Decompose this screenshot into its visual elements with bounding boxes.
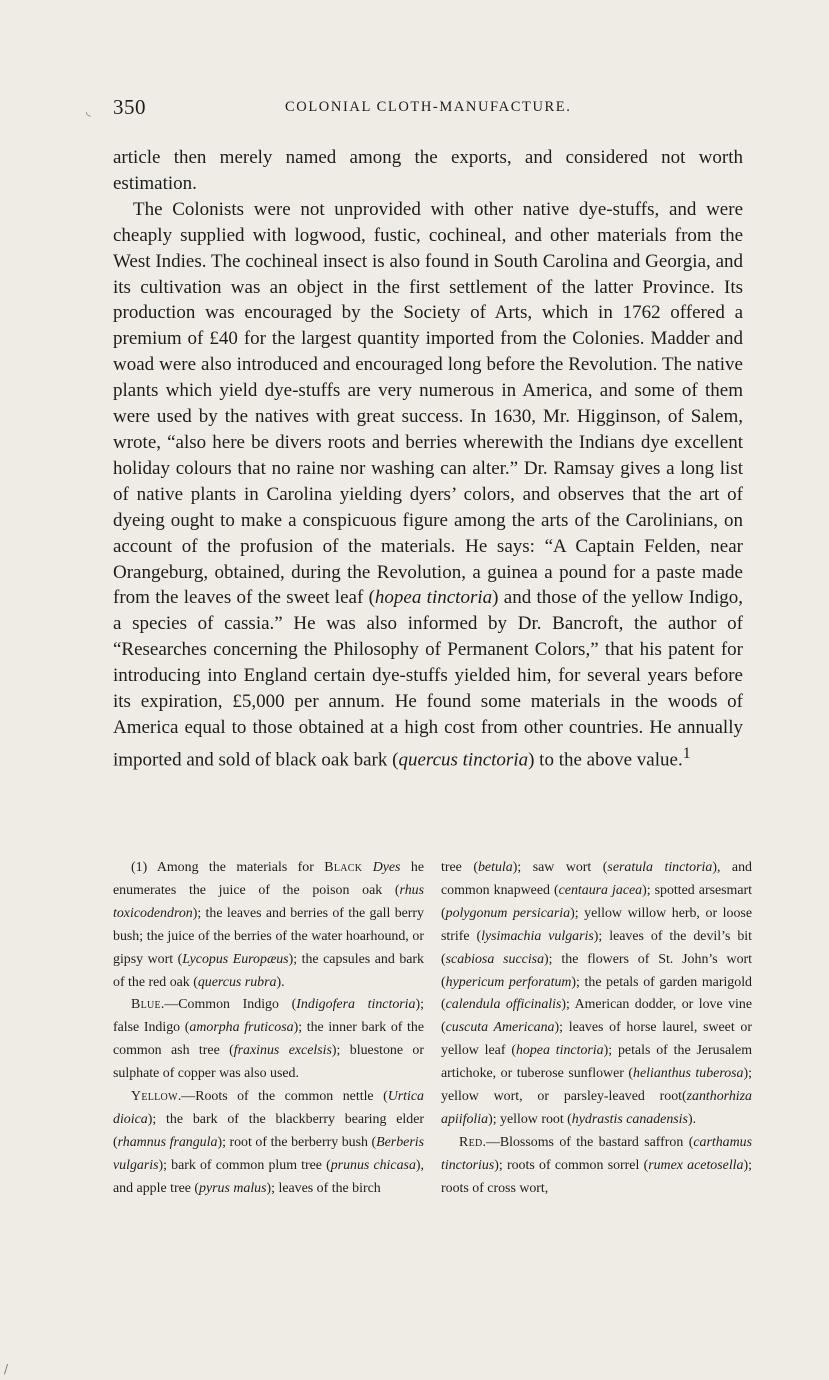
italic-term: calendula officinalis [445, 997, 562, 1013]
italic-term: Berberis vulgaris [113, 1134, 424, 1173]
text-run: ); American dodder, or love vine ( [441, 997, 752, 1036]
italic-term: Dyes [372, 860, 401, 875]
italic-term: rhus toxicodendron [113, 882, 424, 921]
italic-term: rumex acetosella [648, 1157, 744, 1173]
text-run: Blue [131, 997, 161, 1013]
text-run: ) and those of the yellow Indigo, a species of cassia.” He was also informed by Dr. Bancroft, the author of “Researches concerning the Philosophy of Permanent Colors,” that his patent for introducing into England certain dye-stuffs yielded him, for several years before its expiration, £5,000 per annum. He found some materials in the woods of America equal to those obtained at a high cost from other countries. He annually imported and sold of black oak bark ( [113, 587, 743, 771]
main-body-text [113, 145, 743, 773]
italic-term: prunus chicasa [330, 1157, 416, 1173]
page-number: 350 [113, 95, 146, 119]
italic-term: Urtica dioica [113, 1089, 424, 1127]
footnote-marker: 1 [682, 744, 691, 762]
text-run: ); yellow wort, or parsley-leaved root( [441, 1066, 753, 1105]
footnotes [113, 857, 752, 1201]
text-run: article then merely named among the exports, and considered not worth estimation. [113, 147, 743, 194]
text-run: .—Blossoms of the bastard saffron ( [482, 1134, 694, 1150]
italic-term: polygonum persicaria [445, 905, 571, 921]
footnote-paragraph [113, 994, 424, 1086]
footnote-paragraph [441, 857, 752, 1132]
italic-term: hopea tinctoria [515, 1043, 604, 1059]
footnote-paragraph [113, 1086, 424, 1201]
text-run: tree ( [441, 860, 478, 875]
text-run: ). [687, 1111, 697, 1127]
text-run: ); leaves of the birch [266, 1180, 381, 1196]
italic-term: fraxinus excelsis [233, 1043, 332, 1059]
text-run: ); roots of cross wort, [441, 1157, 752, 1196]
text-run: ); the capsules and bark of the red oak ( [113, 951, 425, 990]
italic-term: zanthorhiza apiifolia [441, 1089, 752, 1127]
body-paragraph [113, 197, 743, 773]
text-run: Red [459, 1134, 483, 1150]
text-run: ); yellow root ( [488, 1111, 572, 1127]
text-run: ) to the above value. [528, 749, 683, 771]
text-run: Yellow [131, 1089, 178, 1105]
footnote-column-right [441, 857, 752, 1201]
text-run: ). [276, 974, 285, 990]
page-header [0, 95, 829, 121]
italic-term: rhamnus frangula [117, 1134, 218, 1150]
italic-term: hopea tinctoria [374, 587, 493, 609]
italic-term: helianthus tuberosa [633, 1066, 744, 1082]
italic-term: quercus rubra [197, 974, 277, 990]
text-run: ); bluestone or sulphate of copper was also used. [113, 1043, 424, 1082]
body-paragraph [113, 145, 743, 197]
text-run: ); petals of the Jerusalem artichoke, or tuberose sunflower ( [441, 1043, 753, 1082]
text-run: Black [324, 860, 363, 875]
text-run: ), and apple tree ( [113, 1157, 424, 1196]
text-run [362, 860, 372, 875]
text-run: .—Common Indigo ( [160, 997, 297, 1013]
italic-term: cuscuta Americana [445, 1020, 555, 1036]
italic-term: pyrus malus [199, 1180, 267, 1196]
text-run: (1) Among the materials for [131, 860, 325, 875]
margin-mark-bottom: / [4, 1362, 9, 1376]
text-run: ); leaves of the devil’s bit ( [441, 928, 752, 967]
italic-term: centaura jacea [558, 882, 643, 898]
text-run: ); false Indigo ( [113, 997, 424, 1036]
text-run: ); the flowers of St. John’s wort ( [441, 951, 753, 990]
footnote-column-left [113, 857, 424, 1201]
italic-term: Lycopus Europæus [182, 951, 289, 967]
italic-term: amorpha fruticosa [189, 1020, 294, 1036]
text-run: ); roots of common sorrel ( [494, 1157, 649, 1173]
italic-term: scabiosa succisa [445, 951, 545, 967]
italic-term: hydrastis canadensis [571, 1111, 688, 1127]
text-run: ); leaves of horse laurel, sweet or yellow leaf ( [441, 1020, 752, 1059]
text-run: ); the bark of the blackberry bearing elder ( [113, 1111, 424, 1150]
italic-term: lysimachia vulgaris [481, 928, 594, 944]
italic-term: betula [477, 860, 513, 875]
footnote-paragraph [441, 1132, 752, 1201]
italic-term: hypericum perforatum [445, 974, 572, 990]
italic-term: Indigofera tinctoria [296, 997, 416, 1013]
footnote-paragraph [113, 857, 424, 994]
italic-term: seratula tinctoria [607, 860, 713, 875]
text-run: he enumerates the juice of the poison oak ( [113, 860, 424, 898]
text-run: ); the petals of garden marigold ( [441, 974, 752, 1013]
text-run: ); the leaves and berries of the gall berry bush; the juice of the berries of the water hoarhound, or gipsy wort ( [113, 905, 424, 967]
italic-term: carthamus tinctorius [441, 1134, 752, 1173]
margin-mark: ◟ [86, 104, 91, 118]
text-run: ); the inner bark of the common ash tree ( [113, 1020, 424, 1059]
text-run: The Colonists were not unprovided with other native dye-stuffs, and were cheaply supplied with logwood, fustic, cochineal, and other materials from the West Indies. The cochineal insect is also found in South Carolina and Georgia, and its cultivation was an object in the first settlement of the latter Province. Its production was encouraged by the Society of Arts, which in 1762 offered a premium of £40 for the largest quantity imported from the Colonies. Madder and woad were also introduced and encouraged long before the Revolution. The native plants which yield dye-stuffs are very numerous in America, and some of them were used by the natives with great success. In 1630, Mr. Higginson, of Salem, wrote, “also here be divers roots and berries wherewith the Indians dye excellent holiday colours that no raine nor washing can alter.” Dr. Ramsay gives a long list of native plants in Carolina yielding dyers’ colors, and observes that the art of dyeing ought to make a conspicuous figure among the arts of the Carolinians, on account of the profusion of the materials. He says: “A Captain Felden, near Orangeburg, obtained, during the Revolution, a guinea a pound for a paste made from the leaves of the sweet leaf ( [113, 198, 743, 609]
text-run: ); root of the berberry bush ( [217, 1134, 377, 1150]
running-head: COLONIAL CLOTH-MANUFACTURE. [285, 99, 572, 115]
text-run: ); yellow willow herb, or loose strife ( [441, 905, 752, 944]
text-run: .—Roots of the common nettle ( [177, 1089, 388, 1105]
text-run: ), and common knapweed ( [441, 860, 752, 898]
text-run: ); bark of common plum tree ( [158, 1157, 331, 1173]
text-run: ); spotted arsesmart ( [441, 882, 753, 921]
text-run: ); saw wort ( [512, 860, 608, 875]
italic-term: quercus tinctoria [398, 749, 529, 771]
